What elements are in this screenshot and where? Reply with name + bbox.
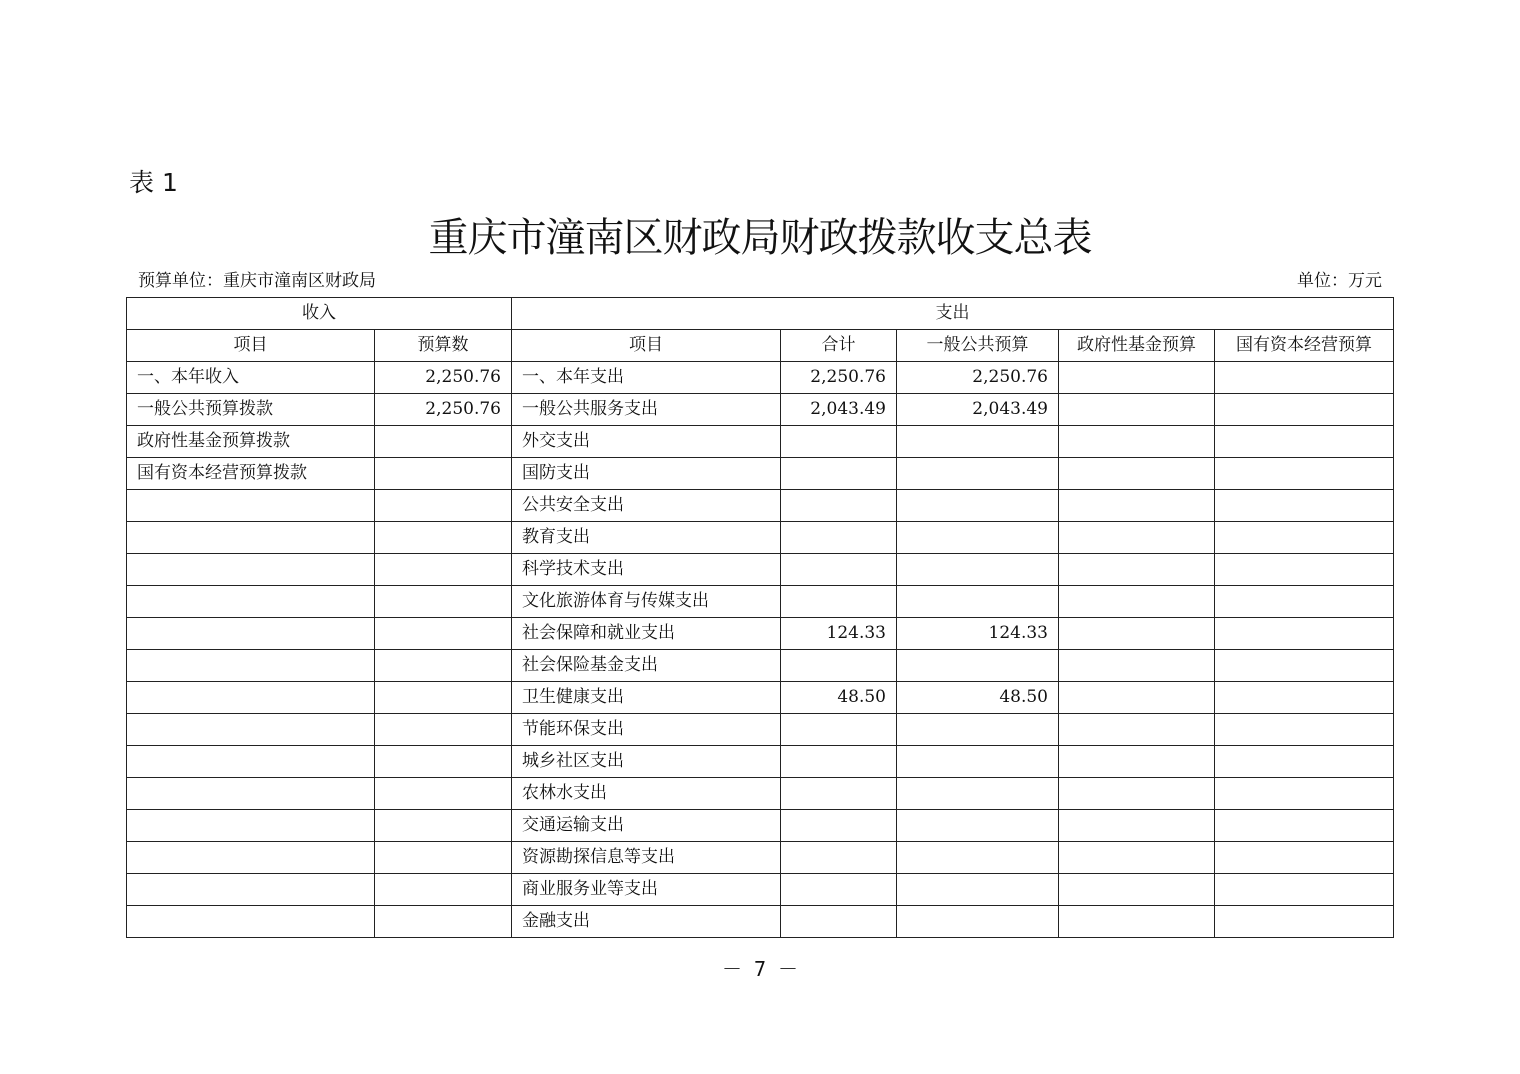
income-item-cell xyxy=(127,874,375,906)
government-fund-budget-cell xyxy=(1059,426,1215,458)
general-public-budget-cell xyxy=(897,490,1059,522)
state-capital-budget-cell xyxy=(1215,874,1394,906)
general-public-budget-cell xyxy=(897,906,1059,938)
income-group-header: 收入 xyxy=(127,298,512,330)
total-cell xyxy=(781,426,897,458)
income-item-cell xyxy=(127,490,375,522)
expense-item-cell: 教育支出 xyxy=(512,522,781,554)
table-row xyxy=(127,650,1394,682)
income-budget-cell xyxy=(375,490,512,522)
state-capital-budget-cell xyxy=(1215,522,1394,554)
government-fund-budget-cell xyxy=(1059,522,1215,554)
table-label: 表 1 xyxy=(129,168,178,197)
income-item-cell: 国有资本经营预算拨款 xyxy=(127,458,375,490)
state-capital-budget-cell xyxy=(1215,746,1394,778)
expense-item-cell: 科学技术支出 xyxy=(512,554,781,586)
expense-item-cell: 社会保险基金支出 xyxy=(512,650,781,682)
general-public-budget-cell xyxy=(897,554,1059,586)
income-budget-cell xyxy=(375,842,512,874)
income-budget-cell xyxy=(375,618,512,650)
total-cell xyxy=(781,842,897,874)
table-row xyxy=(127,874,1394,906)
column-header-general-public-budget: 一般公共预算 xyxy=(897,330,1059,362)
table-row xyxy=(127,458,1394,490)
table-row xyxy=(127,554,1394,586)
state-capital-budget-cell xyxy=(1215,810,1394,842)
general-public-budget-cell: 2,043.49 xyxy=(897,394,1059,426)
income-budget-cell xyxy=(375,426,512,458)
income-item-cell xyxy=(127,906,375,938)
general-public-budget-cell: 124.33 xyxy=(897,618,1059,650)
government-fund-budget-cell xyxy=(1059,842,1215,874)
income-item-cell xyxy=(127,714,375,746)
currency-unit-label: 单位：万元 xyxy=(1297,271,1382,291)
expense-item-cell: 资源勘探信息等支出 xyxy=(512,842,781,874)
general-public-budget-cell xyxy=(897,522,1059,554)
column-header-income-item: 项目 xyxy=(127,330,375,362)
general-public-budget-cell xyxy=(897,778,1059,810)
government-fund-budget-cell xyxy=(1059,394,1215,426)
government-fund-budget-cell xyxy=(1059,650,1215,682)
state-capital-budget-cell xyxy=(1215,362,1394,394)
income-item-cell xyxy=(127,522,375,554)
expense-item-cell: 商业服务业等支出 xyxy=(512,874,781,906)
table-row xyxy=(127,778,1394,810)
income-item-cell xyxy=(127,810,375,842)
table-row xyxy=(127,810,1394,842)
income-item-cell xyxy=(127,682,375,714)
state-capital-budget-cell xyxy=(1215,778,1394,810)
general-public-budget-cell xyxy=(897,746,1059,778)
expense-item-cell: 公共安全支出 xyxy=(512,490,781,522)
government-fund-budget-cell xyxy=(1059,874,1215,906)
state-capital-budget-cell xyxy=(1215,490,1394,522)
state-capital-budget-cell xyxy=(1215,842,1394,874)
government-fund-budget-cell xyxy=(1059,618,1215,650)
state-capital-budget-cell xyxy=(1215,618,1394,650)
column-header-expense-item: 项目 xyxy=(512,330,781,362)
table-row xyxy=(127,362,1394,394)
state-capital-budget-cell xyxy=(1215,682,1394,714)
table-row xyxy=(127,746,1394,778)
expense-item-cell: 文化旅游体育与传媒支出 xyxy=(512,586,781,618)
total-cell xyxy=(781,522,897,554)
budget-unit-label: 预算单位：重庆市潼南区财政局 xyxy=(138,271,376,291)
income-budget-cell xyxy=(375,522,512,554)
income-budget-cell xyxy=(375,778,512,810)
expense-group-header: 支出 xyxy=(512,298,1394,330)
income-budget-cell: 2,250.76 xyxy=(375,394,512,426)
income-budget-cell xyxy=(375,554,512,586)
column-header-government-fund-budget: 政府性基金预算 xyxy=(1059,330,1215,362)
general-public-budget-cell xyxy=(897,810,1059,842)
table-row xyxy=(127,426,1394,458)
total-cell xyxy=(781,874,897,906)
total-cell xyxy=(781,554,897,586)
general-public-budget-cell: 2,250.76 xyxy=(897,362,1059,394)
table-row xyxy=(127,586,1394,618)
table-row xyxy=(127,682,1394,714)
expense-item-cell: 节能环保支出 xyxy=(512,714,781,746)
government-fund-budget-cell xyxy=(1059,554,1215,586)
total-cell xyxy=(781,778,897,810)
income-item-cell xyxy=(127,554,375,586)
income-item-cell xyxy=(127,586,375,618)
government-fund-budget-cell xyxy=(1059,810,1215,842)
government-fund-budget-cell xyxy=(1059,362,1215,394)
total-cell xyxy=(781,746,897,778)
total-cell xyxy=(781,810,897,842)
state-capital-budget-cell xyxy=(1215,906,1394,938)
state-capital-budget-cell xyxy=(1215,714,1394,746)
state-capital-budget-cell xyxy=(1215,554,1394,586)
expense-item-cell: 国防支出 xyxy=(512,458,781,490)
general-public-budget-cell xyxy=(897,650,1059,682)
table-row xyxy=(127,490,1394,522)
income-budget-cell xyxy=(375,746,512,778)
government-fund-budget-cell xyxy=(1059,906,1215,938)
total-cell xyxy=(781,586,897,618)
total-cell xyxy=(781,650,897,682)
state-capital-budget-cell xyxy=(1215,394,1394,426)
income-item-cell: 一、本年收入 xyxy=(127,362,375,394)
table-row xyxy=(127,522,1394,554)
column-header-total: 合计 xyxy=(781,330,897,362)
income-budget-cell xyxy=(375,586,512,618)
total-cell xyxy=(781,490,897,522)
general-public-budget-cell xyxy=(897,458,1059,490)
general-public-budget-cell xyxy=(897,426,1059,458)
table-row xyxy=(127,842,1394,874)
column-header-row xyxy=(127,330,1394,362)
income-budget-cell xyxy=(375,906,512,938)
expense-item-cell: 一般公共服务支出 xyxy=(512,394,781,426)
general-public-budget-cell xyxy=(897,874,1059,906)
expense-item-cell: 外交支出 xyxy=(512,426,781,458)
state-capital-budget-cell xyxy=(1215,426,1394,458)
state-capital-budget-cell xyxy=(1215,458,1394,490)
table-body xyxy=(127,362,1394,938)
income-budget-cell xyxy=(375,650,512,682)
table-row xyxy=(127,714,1394,746)
income-item-cell xyxy=(127,778,375,810)
income-item-cell xyxy=(127,650,375,682)
income-budget-cell xyxy=(375,714,512,746)
group-header-row xyxy=(127,298,1394,330)
total-cell: 2,250.76 xyxy=(781,362,897,394)
expense-item-cell: 农林水支出 xyxy=(512,778,781,810)
total-cell xyxy=(781,714,897,746)
table-row xyxy=(127,394,1394,426)
table-row xyxy=(127,618,1394,650)
government-fund-budget-cell xyxy=(1059,490,1215,522)
government-fund-budget-cell xyxy=(1059,778,1215,810)
total-cell xyxy=(781,458,897,490)
page-number: － 7 － xyxy=(721,957,799,981)
income-budget-cell xyxy=(375,682,512,714)
general-public-budget-cell: 48.50 xyxy=(897,682,1059,714)
income-item-cell xyxy=(127,842,375,874)
income-budget-cell xyxy=(375,874,512,906)
expense-item-cell: 一、本年支出 xyxy=(512,362,781,394)
government-fund-budget-cell xyxy=(1059,714,1215,746)
total-cell xyxy=(781,906,897,938)
table-row xyxy=(127,906,1394,938)
income-item-cell xyxy=(127,746,375,778)
income-item-cell xyxy=(127,618,375,650)
income-budget-cell: 2,250.76 xyxy=(375,362,512,394)
page-title: 重庆市潼南区财政局财政拨款收支总表 xyxy=(428,215,1092,261)
income-budget-cell xyxy=(375,458,512,490)
expense-item-cell: 城乡社区支出 xyxy=(512,746,781,778)
expense-item-cell: 交通运输支出 xyxy=(512,810,781,842)
total-cell: 2,043.49 xyxy=(781,394,897,426)
income-item-cell: 一般公共预算拨款 xyxy=(127,394,375,426)
total-cell: 48.50 xyxy=(781,682,897,714)
general-public-budget-cell xyxy=(897,714,1059,746)
budget-summary-table xyxy=(126,297,1394,938)
total-cell: 124.33 xyxy=(781,618,897,650)
government-fund-budget-cell xyxy=(1059,586,1215,618)
general-public-budget-cell xyxy=(897,586,1059,618)
government-fund-budget-cell xyxy=(1059,682,1215,714)
government-fund-budget-cell xyxy=(1059,458,1215,490)
income-budget-cell xyxy=(375,810,512,842)
expense-item-cell: 卫生健康支出 xyxy=(512,682,781,714)
expense-item-cell: 社会保障和就业支出 xyxy=(512,618,781,650)
income-item-cell: 政府性基金预算拨款 xyxy=(127,426,375,458)
government-fund-budget-cell xyxy=(1059,746,1215,778)
general-public-budget-cell xyxy=(897,842,1059,874)
column-header-state-capital-budget: 国有资本经营预算 xyxy=(1215,330,1394,362)
state-capital-budget-cell xyxy=(1215,586,1394,618)
column-header-income-budget: 预算数 xyxy=(375,330,512,362)
state-capital-budget-cell xyxy=(1215,650,1394,682)
expense-item-cell: 金融支出 xyxy=(512,906,781,938)
